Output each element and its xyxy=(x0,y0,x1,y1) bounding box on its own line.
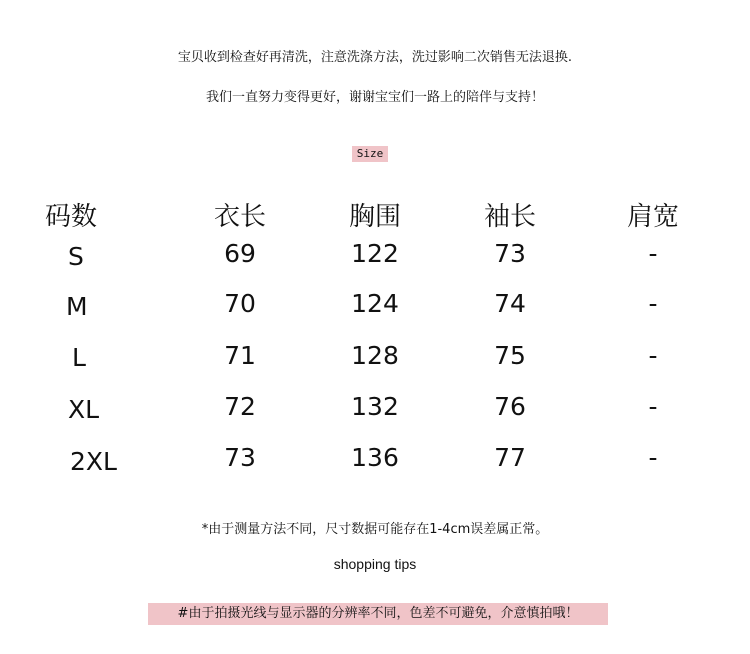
header-length: 衣长 xyxy=(213,202,266,232)
cell-shoulder: - xyxy=(648,341,658,370)
size-tag: Size xyxy=(352,146,388,162)
cell-size: 2XL xyxy=(70,447,117,476)
cell-sleeve: 73 xyxy=(494,239,526,268)
cell-sleeve: 77 xyxy=(494,443,526,472)
cell-length: 73 xyxy=(224,443,256,472)
measurement-footnote: *由于测量方法不同，尺寸数据可能存在1-4cm误差属正常。 xyxy=(201,522,549,537)
cell-sleeve: 75 xyxy=(494,341,526,370)
header-size-code: 码数 xyxy=(44,202,97,232)
cell-length: 69 xyxy=(224,239,256,268)
cell-sleeve: 74 xyxy=(494,289,526,318)
color-difference-notice: #由于拍摄光线与显示器的分辨率不同，色差不可避免，介意慎拍哦！ xyxy=(148,603,608,625)
cell-shoulder: - xyxy=(648,289,658,318)
header-sleeve: 袖长 xyxy=(483,202,536,232)
cell-size: S xyxy=(68,242,84,271)
cell-shoulder: - xyxy=(648,443,658,472)
notice-wash-instructions: 宝贝收到检查好再清洗，注意洗涤方法，洗过影响二次销售无法退换. xyxy=(177,50,573,65)
cell-size: L xyxy=(72,343,86,372)
shopping-tips-label: shopping tips xyxy=(333,556,417,572)
cell-shoulder: - xyxy=(648,392,658,421)
header-chest: 胸围 xyxy=(348,202,401,232)
cell-length: 72 xyxy=(224,392,256,421)
cell-chest: 128 xyxy=(351,341,399,370)
cell-chest: 124 xyxy=(351,289,399,318)
notice-thanks: 我们一直努力变得更好，谢谢宝宝们一路上的陪伴与支持！ xyxy=(205,90,544,105)
cell-chest: 136 xyxy=(351,443,399,472)
cell-size: XL xyxy=(68,395,100,424)
cell-sleeve: 76 xyxy=(494,392,526,421)
cell-size: M xyxy=(66,292,88,321)
cell-chest: 122 xyxy=(351,239,399,268)
header-shoulder: 肩宽 xyxy=(626,202,679,232)
cell-shoulder: - xyxy=(648,239,658,268)
cell-chest: 132 xyxy=(351,392,399,421)
cell-length: 71 xyxy=(224,341,256,370)
cell-length: 70 xyxy=(224,289,256,318)
